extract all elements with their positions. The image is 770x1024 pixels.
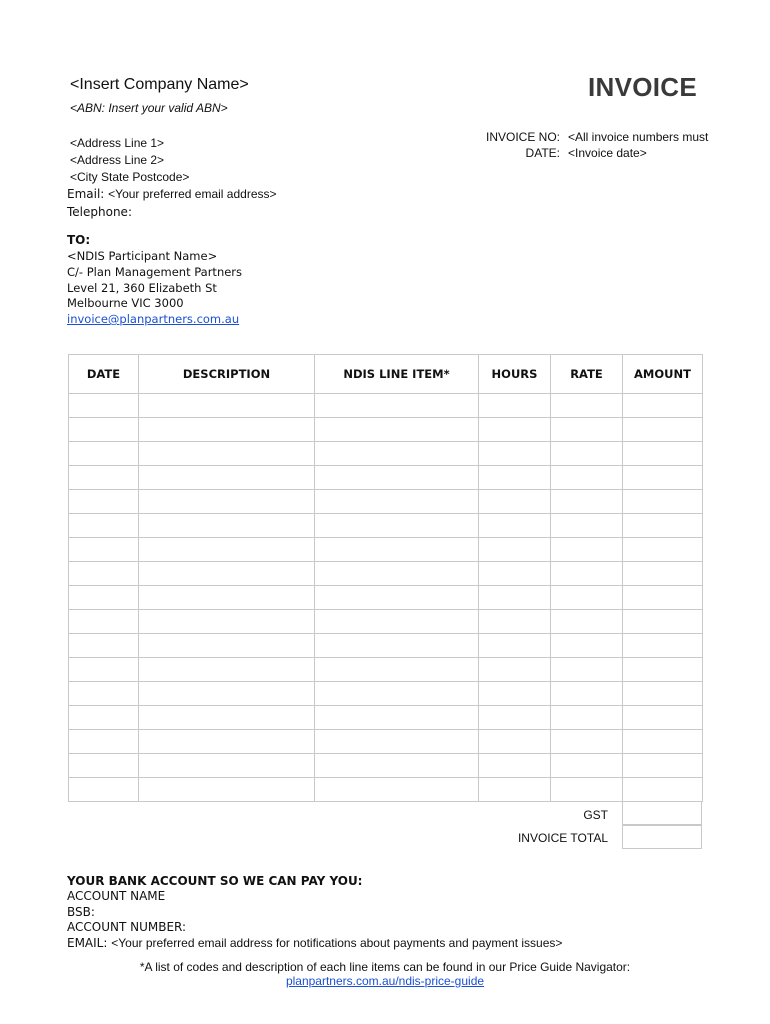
table-cell[interactable] <box>139 634 315 658</box>
table-cell[interactable] <box>479 754 551 778</box>
table-cell[interactable] <box>551 394 623 418</box>
table-cell[interactable] <box>551 538 623 562</box>
column-header-amount: AMOUNT <box>623 355 703 394</box>
table-cell[interactable] <box>623 682 703 706</box>
bank-email-label: EMAIL: <box>67 936 108 950</box>
table-row <box>69 514 703 538</box>
table-cell[interactable] <box>139 562 315 586</box>
table-cell[interactable] <box>315 562 479 586</box>
invoice-number-label: INVOICE NO: <box>485 130 560 144</box>
table-cell[interactable] <box>479 562 551 586</box>
address-line-1: <Address Line 1> <box>70 136 165 150</box>
table-cell[interactable] <box>551 610 623 634</box>
table-cell[interactable] <box>69 610 139 634</box>
invoice-date-value: <Invoice date> <box>568 146 647 160</box>
table-cell[interactable] <box>315 586 479 610</box>
table-cell[interactable] <box>479 610 551 634</box>
table-cell[interactable] <box>551 586 623 610</box>
sender-email-label: Email: <box>67 187 105 201</box>
table-cell[interactable] <box>69 682 139 706</box>
table-cell[interactable] <box>623 706 703 730</box>
table-cell[interactable] <box>551 778 623 802</box>
recipient-line-4: Melbourne VIC 3000 <box>67 296 184 310</box>
table-cell[interactable] <box>551 706 623 730</box>
table-cell[interactable] <box>69 730 139 754</box>
table-cell[interactable] <box>623 634 703 658</box>
table-cell[interactable] <box>623 490 703 514</box>
table-cell[interactable] <box>551 418 623 442</box>
invoice-number-value: <All invoice numbers must <box>568 130 709 144</box>
table-row <box>69 466 703 490</box>
table-cell[interactable] <box>315 658 479 682</box>
table-cell[interactable] <box>139 394 315 418</box>
table-cell[interactable] <box>479 514 551 538</box>
table-cell[interactable] <box>139 706 315 730</box>
table-cell[interactable] <box>139 778 315 802</box>
table-row <box>69 754 703 778</box>
table-cell[interactable] <box>315 442 479 466</box>
table-cell[interactable] <box>623 442 703 466</box>
table-cell[interactable] <box>623 466 703 490</box>
table-cell[interactable] <box>551 514 623 538</box>
table-cell[interactable] <box>479 538 551 562</box>
table-cell[interactable] <box>315 754 479 778</box>
bank-heading: YOUR BANK ACCOUNT SO WE CAN PAY YOU: <box>67 874 363 888</box>
address-line-2: <Address Line 2> <box>70 153 165 167</box>
column-header-ndis-line-item: NDIS LINE ITEM* <box>315 355 479 394</box>
column-header-date: DATE <box>69 355 139 394</box>
table-cell[interactable] <box>139 442 315 466</box>
invoice-date-label: DATE: <box>525 146 560 160</box>
address-line-3: <City State Postcode> <box>70 170 190 184</box>
invoice-total-label: INVOICE TOTAL <box>517 831 608 845</box>
table-cell[interactable] <box>315 730 479 754</box>
sender-email-value: <Your preferred email address> <box>108 187 277 201</box>
table-cell[interactable] <box>623 754 703 778</box>
table-row <box>69 610 703 634</box>
table-cell[interactable] <box>551 562 623 586</box>
column-header-hours: HOURS <box>479 355 551 394</box>
table-row <box>69 730 703 754</box>
table-row <box>69 490 703 514</box>
table-header-row <box>69 355 703 394</box>
table-cell[interactable] <box>551 442 623 466</box>
table-cell[interactable] <box>315 418 479 442</box>
table-cell[interactable] <box>551 490 623 514</box>
table-cell[interactable] <box>315 466 479 490</box>
gst-label: GST <box>583 808 608 822</box>
table-row <box>69 706 703 730</box>
table-cell[interactable] <box>315 634 479 658</box>
table-cell[interactable] <box>69 538 139 562</box>
table-cell[interactable] <box>139 586 315 610</box>
bsb-label: BSB: <box>67 905 95 919</box>
sender-email <box>67 187 277 201</box>
account-name-label: ACCOUNT NAME <box>67 889 166 903</box>
table-cell[interactable] <box>479 490 551 514</box>
table-row <box>69 586 703 610</box>
recipient-email-link[interactable]: invoice@planpartners.com.au <box>67 312 240 326</box>
recipient-line-1: <NDIS Participant Name> <box>67 249 218 263</box>
table-cell[interactable] <box>69 706 139 730</box>
table-cell[interactable] <box>69 418 139 442</box>
table-cell[interactable] <box>551 730 623 754</box>
bank-email <box>67 936 562 950</box>
table-row <box>69 538 703 562</box>
table-cell[interactable] <box>479 418 551 442</box>
invoice-items-table <box>68 354 703 802</box>
table-cell[interactable] <box>479 682 551 706</box>
table-cell[interactable] <box>623 418 703 442</box>
recipient-line-2: C/- Plan Management Partners <box>67 265 243 279</box>
table-cell[interactable] <box>623 610 703 634</box>
table-cell[interactable] <box>551 634 623 658</box>
table-cell[interactable] <box>623 394 703 418</box>
table-row <box>69 562 703 586</box>
table-cell[interactable] <box>623 586 703 610</box>
table-cell[interactable] <box>551 658 623 682</box>
table-cell[interactable] <box>139 466 315 490</box>
table-cell[interactable] <box>623 538 703 562</box>
table-cell[interactable] <box>315 490 479 514</box>
table-cell[interactable] <box>479 706 551 730</box>
table-cell[interactable] <box>139 514 315 538</box>
table-cell[interactable] <box>623 514 703 538</box>
footer-note: *A list of codes and description of each line items can be found in our Price Guide Navigator: <box>139 960 631 974</box>
table-cell[interactable] <box>139 490 315 514</box>
bank-email-value: <Your preferred email address for notifications about payments and payment issues> <box>111 936 563 950</box>
table-row <box>69 778 703 802</box>
table-cell[interactable] <box>69 658 139 682</box>
table-cell[interactable] <box>69 514 139 538</box>
table-row <box>69 658 703 682</box>
table-cell[interactable] <box>139 538 315 562</box>
table-cell[interactable] <box>479 466 551 490</box>
table-body <box>69 394 703 802</box>
table-cell[interactable] <box>69 490 139 514</box>
table-cell[interactable] <box>69 778 139 802</box>
table-cell[interactable] <box>139 754 315 778</box>
table-cell[interactable] <box>551 754 623 778</box>
table-cell[interactable] <box>69 442 139 466</box>
table-cell[interactable] <box>315 682 479 706</box>
table-cell[interactable] <box>551 682 623 706</box>
table-cell[interactable] <box>479 634 551 658</box>
table-row <box>69 442 703 466</box>
table-cell[interactable] <box>479 394 551 418</box>
column-header-rate: RATE <box>551 355 623 394</box>
table-cell[interactable] <box>315 514 479 538</box>
to-label: TO: <box>67 233 91 247</box>
table-cell[interactable] <box>69 394 139 418</box>
table-cell[interactable] <box>479 442 551 466</box>
table-cell[interactable] <box>69 586 139 610</box>
recipient-line-3: Level 21, 360 Elizabeth St <box>67 281 217 295</box>
account-number-label: ACCOUNT NUMBER: <box>67 920 187 934</box>
table-cell[interactable] <box>69 466 139 490</box>
abn-text: <ABN: Insert your valid ABN> <box>70 101 228 115</box>
invoice-title: INVOICE <box>588 72 698 102</box>
table-cell[interactable] <box>623 778 703 802</box>
table-cell[interactable] <box>69 562 139 586</box>
table-cell[interactable] <box>139 658 315 682</box>
column-header-description: DESCRIPTION <box>139 355 315 394</box>
table-row <box>69 394 703 418</box>
table-cell[interactable] <box>139 682 315 706</box>
table-cell[interactable] <box>69 754 139 778</box>
table-cell[interactable] <box>69 634 139 658</box>
table-cell[interactable] <box>315 394 479 418</box>
table-cell[interactable] <box>315 538 479 562</box>
table-cell[interactable] <box>623 658 703 682</box>
table-cell[interactable] <box>139 730 315 754</box>
table-cell[interactable] <box>139 610 315 634</box>
table-row <box>69 634 703 658</box>
table-cell[interactable] <box>551 466 623 490</box>
table-cell[interactable] <box>479 658 551 682</box>
company-name: <Insert Company Name> <box>70 76 249 93</box>
table-cell[interactable] <box>623 562 703 586</box>
table-cell[interactable] <box>139 418 315 442</box>
table-row <box>69 418 703 442</box>
table-cell[interactable] <box>315 610 479 634</box>
table-cell[interactable] <box>479 730 551 754</box>
table-cell[interactable] <box>623 730 703 754</box>
sender-telephone-label: Telephone: <box>67 205 132 219</box>
invoice-total-value-cell[interactable] <box>622 824 702 849</box>
gst-value-cell[interactable] <box>622 801 702 826</box>
table-cell[interactable] <box>315 778 479 802</box>
price-guide-link[interactable]: planpartners.com.au/ndis-price-guide <box>285 974 485 988</box>
table-cell[interactable] <box>315 706 479 730</box>
table-row <box>69 682 703 706</box>
table-cell[interactable] <box>479 586 551 610</box>
table-cell[interactable] <box>479 778 551 802</box>
